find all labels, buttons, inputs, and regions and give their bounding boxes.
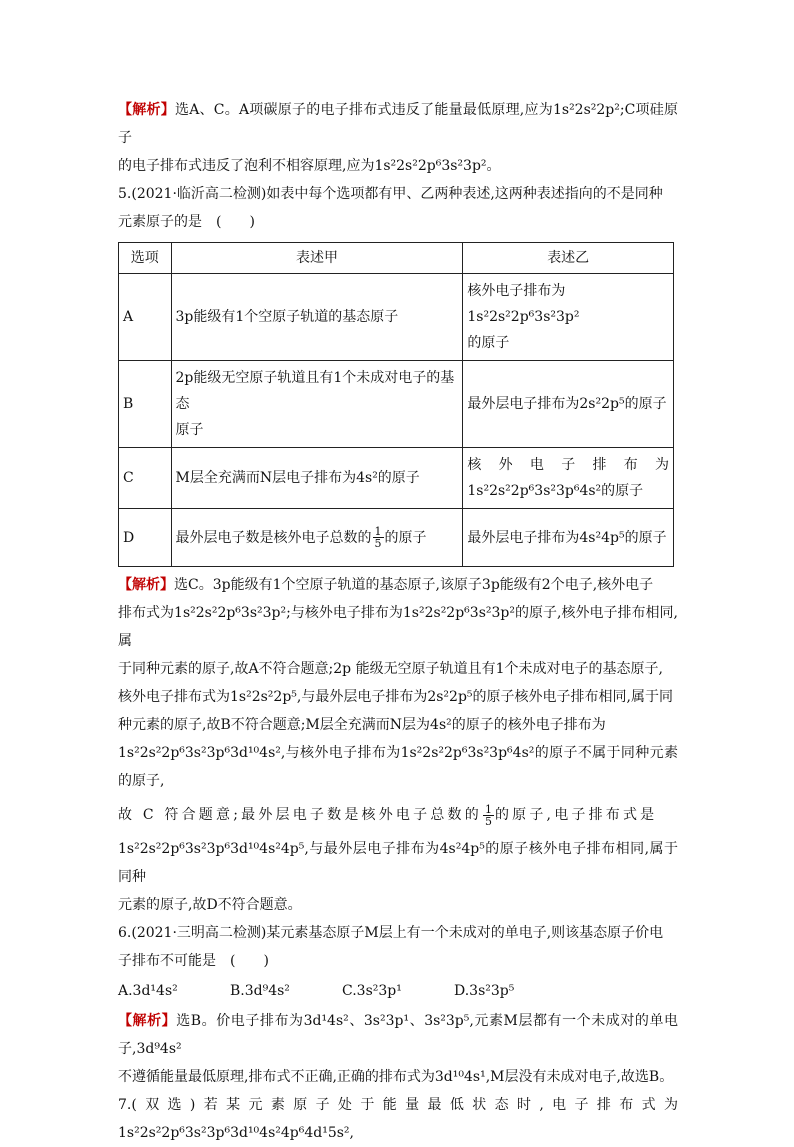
q6-analysis-line2: 不遵循能量最低原理,排布式不正确,正确的排布式为3d¹⁰4s¹,M层没有未成对电子,故选B。	[118, 1069, 674, 1085]
header-option: 选项	[119, 243, 172, 274]
row-a-statement-a: 3p能级有1个空原子轨道的基态原子	[171, 274, 463, 361]
choice-d: D.3s²3p⁵	[454, 983, 515, 999]
row-a-statement-b	[463, 274, 674, 361]
q6-analysis-line1: 选B。价电子排布为3d¹4s²、3s²3p¹、3s²3p⁵,元素M层都有一个未成对的单电子,3d⁹4s²	[118, 1013, 678, 1057]
row-b-statement-a-line1: 2p能级无空原子轨道且有1个未成对电子的基态	[175, 370, 455, 412]
q6-stem-line1: 6.(2021·三明高二检测)某元素基态原子M层上有一个未成对的单电子,则该基态原子价电	[118, 925, 664, 941]
analysis-tag: 【解析】	[118, 577, 174, 593]
row-d-text-post: 的原子	[384, 529, 427, 546]
row-c-statement-b-line1: 核 外 电 子 排 布 为	[467, 457, 669, 473]
row-d-option: D	[119, 509, 172, 567]
row-b-statement-a-line2: 原子	[175, 422, 204, 438]
fraction-numerator: 1	[374, 525, 382, 538]
choice-c: C.3s²3p¹	[342, 983, 402, 999]
row-b-statement-a	[171, 361, 463, 448]
row-a-option: A	[119, 274, 172, 361]
row-c-option: C	[119, 448, 172, 509]
document-page	[118, 96, 678, 1147]
row-d-text-pre: 最外层电子数是核外电子总数的	[175, 529, 372, 546]
q5-analysis	[118, 571, 678, 795]
q5-analysis-line7-post: 的原子,电子排布式是	[494, 807, 658, 823]
fraction-one-fifth	[483, 804, 494, 827]
fraction-denominator: 5	[374, 537, 382, 550]
table-header-row	[119, 243, 674, 274]
q5-analysis-line7-pre: 故 C 符合题意;最外层电子数是核外电子总数的	[118, 807, 482, 823]
q5-stem	[118, 180, 678, 236]
q5-analysis-line1: 选C。3p能级有1个空原子轨道的基态原子,该原子3p能级有2个电子,核外电子	[174, 577, 654, 593]
row-d-statement-b: 最外层电子排布为4s²4p⁵的原子	[463, 509, 674, 567]
choice-a: A.3d¹4s²	[118, 983, 178, 999]
q5-analysis-line9: 元素的原子,故D不符合题意。	[118, 897, 302, 913]
table-row	[119, 361, 674, 448]
q5-stem-line2: 元素原子的是 ( )	[118, 214, 255, 230]
q4-analysis-line2: 的电子排布式违反了泡利不相容原理,应为1s²2s²2p⁶3s²3p²。	[118, 158, 501, 174]
q6-stem-line2: 子排布不可能是 ( )	[118, 953, 269, 969]
q6-stem	[118, 919, 678, 975]
q5-analysis-tail	[118, 835, 678, 919]
row-a-statement-b-line1: 核外电子排布为1s²2s²2p⁶3s²3p²	[467, 283, 580, 325]
q5-analysis-line5: 种元素的原子,故B不符合题意;M层全充满而N层为4s²的原子的核外电子排布为	[118, 717, 606, 733]
q7-stem-line1: 7.(双选)若某元素原子处于能量最低状态时,电子排布式为1s²2s²2p⁶3s²3p⁶3d¹⁰4s²4p⁶4d¹5s²,	[118, 1097, 678, 1141]
row-a-statement-b-line2: 的原子	[467, 335, 510, 351]
q5-analysis-line6: 1s²2s²2p⁶3s²3p⁶3d¹⁰4s²,与核外电子排布为1s²2s²2p⁶3s²3p⁶4s²的原子不属于同种元素的原子,	[118, 745, 678, 789]
header-statement-b: 表述乙	[463, 243, 674, 274]
q7-stem	[118, 1091, 678, 1147]
q6-analysis	[118, 1007, 678, 1091]
fraction-numerator: 1	[484, 802, 492, 816]
q5-analysis-line4: 核外电子排布式为1s²2s²2p⁵,与最外层电子排布为2s²2p⁵的原子核外电子排布相同,属于同	[118, 689, 673, 705]
table-row	[119, 509, 674, 567]
q4-analysis	[118, 96, 678, 180]
header-statement-a: 表述甲	[171, 243, 463, 274]
q6-choices	[118, 977, 678, 1005]
analysis-tag: 【解析】	[118, 102, 175, 118]
row-c-statement-a: M层全充满而N层电子排布为4s²的原子	[171, 448, 463, 509]
row-d-statement-a	[171, 509, 463, 567]
q5-analysis-line3: 于同种元素的原子,故A不符合题意;2p 能级无空原子轨道且有1个未成对电子的基态原子,	[118, 661, 663, 677]
q5-analysis-line8: 1s²2s²2p⁶3s²3p⁶3d¹⁰4s²4p⁵,与最外层电子排布为4s²4p⁵的原子核外电子排布相同,属于同种	[118, 841, 678, 885]
q5-analysis-line2: 排布式为1s²2s²2p⁶3s²3p²;与核外电子排布为1s²2s²2p⁶3s²3p²的原子,核外电子排布相同,属	[118, 605, 678, 649]
table-row	[119, 448, 674, 509]
table-row	[119, 274, 674, 361]
fraction-denominator: 5	[484, 814, 492, 828]
row-b-option: B	[119, 361, 172, 448]
row-c-statement-b-line2: 1s²2s²2p⁶3s²3p⁶4s²的原子	[467, 483, 644, 499]
q4-analysis-line1: 选A、C。A项碳原子的电子排布式违反了能量最低原理,应为1s²2s²2p²;C项硅原子	[118, 102, 679, 146]
row-b-statement-b: 最外层电子排布为2s²2p⁵的原子	[463, 361, 674, 448]
fraction-one-fifth	[373, 526, 384, 549]
q5-analysis-fraction-line	[118, 795, 678, 835]
choice-b: B.3d⁹4s²	[230, 983, 290, 999]
q5-options-table	[118, 242, 674, 567]
row-c-statement-b	[463, 448, 674, 509]
q5-stem-line1: 5.(2021·临沂高二检测)如表中每个选项都有甲、乙两种表述,这两种表述指向的不是同种	[118, 186, 663, 202]
analysis-tag: 【解析】	[118, 1013, 177, 1029]
